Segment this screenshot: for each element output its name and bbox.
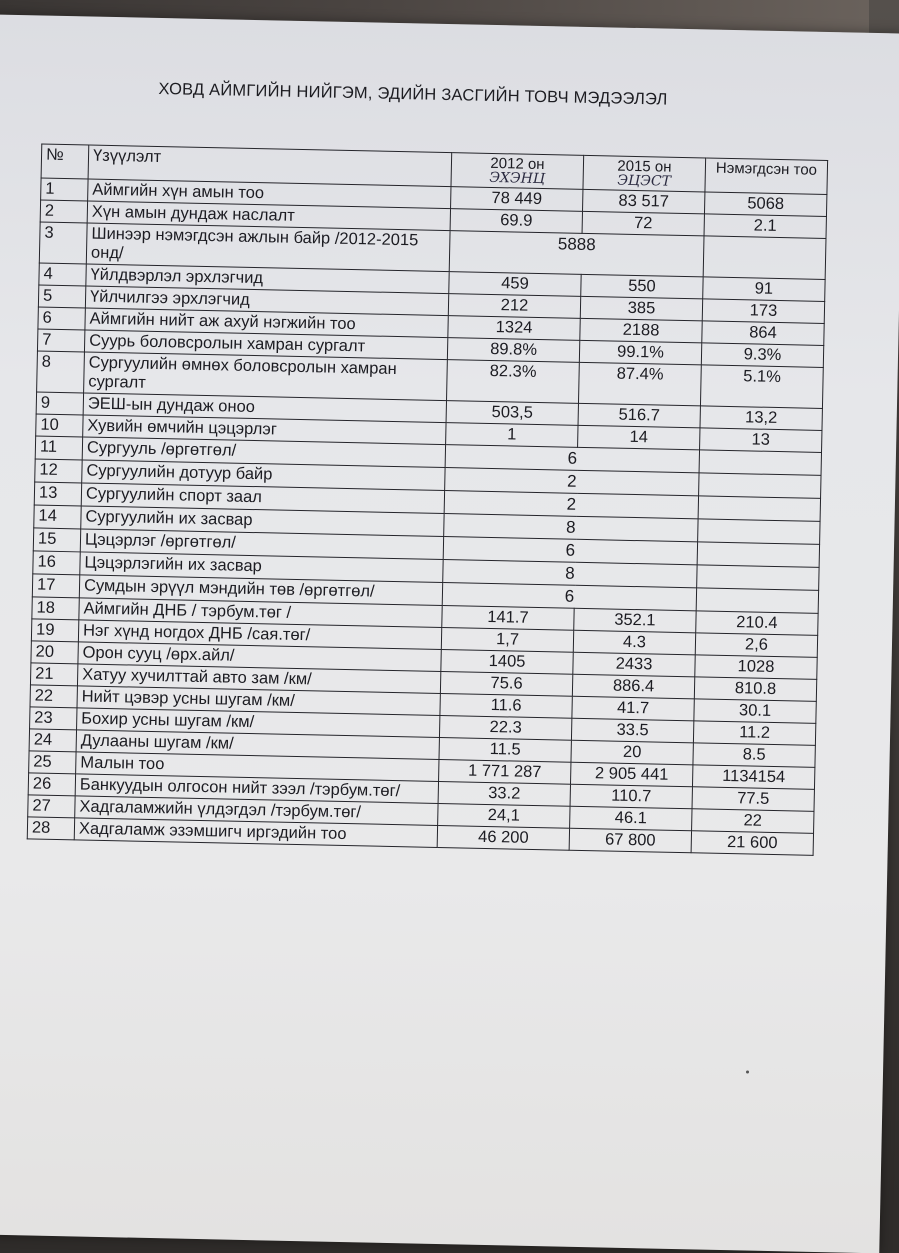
row-number: 6 (38, 307, 85, 330)
row-increase-empty (699, 473, 821, 499)
row-number: 8 (37, 351, 85, 393)
row-value-2012: 11.5 (439, 737, 571, 762)
row-increase: 810.8 (694, 677, 816, 702)
row-number: 14 (34, 505, 81, 529)
row-indicator: Суурь боловсролын хамран сургалт (84, 330, 447, 360)
statistics-table (27, 144, 828, 856)
row-value-2012: 82.3% (447, 360, 580, 404)
row-merged-value: 6 (445, 445, 699, 473)
header-2015-label: 2015 он (617, 157, 672, 176)
row-increase: 5.1% (700, 365, 823, 409)
row-number: 15 (33, 528, 80, 552)
row-increase: 2.1 (704, 214, 826, 239)
paper-speck (746, 1070, 749, 1073)
row-value-2012: 1,7 (441, 628, 573, 653)
row-value-2012: 212 (448, 294, 580, 319)
row-value-2015: 2188 (580, 318, 702, 343)
row-value-2012: 75.6 (440, 672, 572, 697)
row-indicator: Үйлчилгээ эрхлэгчид (85, 286, 448, 316)
row-value-2012: 503,5 (446, 401, 578, 426)
header-2015 (583, 155, 706, 192)
row-increase: 1028 (695, 655, 817, 680)
row-value-2015: 67 800 (569, 828, 691, 853)
row-value-2015: 110.7 (570, 784, 692, 809)
row-increase-empty (703, 236, 826, 280)
row-indicator: Банкуудын олгосон нийт зээл /тэрбум.төг/ (75, 774, 438, 804)
row-number: 17 (32, 574, 79, 598)
row-indicator: Аймгийн нийт аж ахуй нэгжийн тоо (85, 308, 448, 338)
row-value-2012: 11.6 (440, 693, 572, 718)
row-value-2012: 1405 (441, 650, 573, 675)
row-value-2015: 4.3 (573, 630, 695, 655)
row-number: 5 (38, 285, 85, 308)
row-increase-empty (697, 542, 819, 568)
row-value-2012: 46 200 (437, 825, 569, 850)
row-number: 28 (27, 817, 74, 840)
row-value-2015: 352.1 (574, 608, 696, 633)
row-number: 10 (36, 414, 83, 437)
row-increase-empty (698, 519, 820, 545)
row-indicator: Сургуулийн спорт заал (81, 483, 444, 514)
row-indicator: Дулааны шугам /км/ (76, 730, 439, 760)
row-increase: 864 (702, 321, 824, 346)
row-indicator: Нэг хүнд ногдох ДНБ /сая.төг/ (78, 620, 441, 650)
row-increase: 5068 (704, 192, 826, 217)
row-value-2012: 33.2 (438, 781, 570, 806)
row-increase: 30.1 (694, 699, 816, 724)
header-2012-label: 2012 он (490, 154, 545, 174)
row-number: 20 (31, 641, 78, 664)
row-indicator: Аймгийн хүн амын тоо (88, 179, 451, 209)
row-merged-value: 8 (443, 560, 697, 588)
header-increase: Нэмэгдсэн тоо (705, 158, 828, 195)
row-value-2012: 141.7 (442, 606, 574, 631)
row-indicator: Орон сууц /өрх.айл/ (78, 642, 441, 672)
document-page (0, 14, 899, 1253)
row-number: 22 (30, 685, 77, 708)
row-merged-value: 2 (444, 491, 698, 519)
row-indicator: Шинээр нэмэгдсэн ажлын байр /2012-2015 онд/ (86, 223, 450, 272)
row-increase-empty (699, 450, 821, 476)
row-value-2015: 83 517 (583, 189, 705, 214)
row-value-2012: 1 771 287 (439, 759, 571, 784)
row-merged-value: 5888 (449, 231, 704, 277)
row-number: 2 (40, 200, 87, 223)
row-value-2015: 385 (580, 296, 702, 321)
row-merged-value: 2 (445, 468, 699, 496)
row-indicator: Бохир усны шугам /км/ (77, 708, 440, 738)
header-2012 (451, 153, 584, 190)
row-increase: 13,2 (700, 406, 822, 431)
row-merged-value: 8 (444, 514, 698, 542)
row-value-2015: 2 905 441 (571, 762, 693, 787)
row-value-2015: 72 (582, 211, 704, 236)
row-number: 21 (30, 663, 77, 686)
row-indicator: Цэцэрлэг /өргөтгөл/ (80, 529, 443, 560)
row-indicator: Сургуулийн өмнөх боловсролын хамран сургалт (84, 352, 448, 401)
row-increase: 8.5 (693, 743, 815, 768)
row-indicator: Сургууль /өргөтгөл/ (82, 437, 445, 468)
row-value-2012: 69.9 (450, 209, 582, 234)
row-value-2012: 78 449 (451, 187, 583, 212)
row-indicator: Аймгийн ДНБ / тэрбум.төг / (79, 598, 442, 628)
row-value-2015: 41.7 (572, 696, 694, 721)
row-increase-empty (697, 565, 819, 591)
row-indicator: Нийт цэвэр усны шугам /км/ (77, 686, 440, 716)
row-increase: 77.5 (692, 787, 814, 812)
row-value-2012: 89.8% (447, 338, 579, 363)
row-value-2015: 46.1 (570, 806, 692, 831)
row-value-2015: 550 (581, 274, 703, 299)
row-increase: 13 (700, 428, 822, 453)
row-increase: 210.4 (696, 611, 818, 636)
row-indicator: Сургуулийн их засвар (81, 506, 444, 537)
row-value-2015: 87.4% (578, 362, 701, 406)
row-number: 13 (34, 482, 81, 506)
row-value-2015: 33.5 (571, 718, 693, 743)
header-indicator: Үзүүлэлт (88, 145, 452, 187)
row-value-2015: 20 (571, 740, 693, 765)
row-indicator: Цэцэрлэгийн их засвар (80, 552, 443, 583)
row-number: 9 (36, 392, 83, 415)
row-indicator: Сургуулийн дотуур байр (82, 460, 445, 491)
row-number: 3 (39, 222, 87, 264)
row-increase: 22 (692, 809, 814, 834)
row-value-2012: 22.3 (439, 715, 571, 740)
row-value-2015: 2433 (573, 652, 695, 677)
row-increase-empty (698, 496, 820, 522)
row-number: 23 (30, 707, 77, 730)
row-value-2015: 99.1% (579, 340, 701, 365)
row-number: 18 (32, 597, 79, 620)
row-value-2012: 1 (446, 423, 578, 448)
row-indicator: Хувийн өмчийн цэцэрлэг (83, 415, 446, 445)
row-increase: 1134154 (692, 765, 814, 790)
row-indicator: Хүн амын дундаж наслалт (87, 201, 450, 231)
row-increase: 91 (703, 277, 825, 302)
row-number: 11 (35, 436, 82, 460)
row-number: 4 (39, 263, 86, 286)
row-number: 16 (33, 551, 80, 575)
row-value-2015: 14 (578, 425, 700, 450)
row-increase: 11.2 (693, 721, 815, 746)
row-number: 12 (35, 459, 82, 483)
row-number: 7 (37, 329, 84, 352)
header-2012-handwritten: ЭХЭНЦ (489, 169, 546, 188)
row-value-2015: 516.7 (578, 403, 700, 428)
row-value-2012: 459 (449, 272, 581, 297)
row-increase-empty (696, 588, 818, 614)
row-increase: 21 600 (691, 831, 813, 856)
row-indicator: ЭЕШ-ын дундаж оноо (83, 393, 446, 423)
row-value-2015: 886.4 (572, 674, 694, 699)
row-number: 1 (41, 178, 88, 201)
row-number: 27 (28, 795, 75, 818)
row-value-2012: 1324 (448, 316, 580, 341)
row-merged-value: 6 (442, 583, 696, 611)
row-indicator: Хатуу хучилттай авто зам /км/ (77, 664, 440, 694)
row-indicator: Сумдын эрүүл мэндийн төв /өргөтгөл/ (79, 575, 442, 606)
row-number: 26 (28, 773, 75, 796)
row-indicator: Хадгаламжийн үлдэгдэл /тэрбум.төг/ (75, 796, 438, 826)
row-increase: 2,6 (695, 633, 817, 658)
row-merged-value: 6 (443, 537, 697, 565)
row-number: 25 (29, 751, 76, 774)
header-2015-handwritten: ЭЦЭСТ (617, 172, 672, 190)
table-body (27, 178, 827, 855)
row-indicator: Хадгаламж эзэмшигч иргэдийн тоо (74, 818, 437, 848)
row-value-2012: 24,1 (438, 803, 570, 828)
row-indicator: Үйлдвэрлэл эрхлэгчид (86, 264, 449, 294)
row-indicator: Малын тоо (76, 752, 439, 782)
row-number: 19 (31, 619, 78, 642)
row-number: 24 (29, 729, 76, 752)
row-increase: 9.3% (701, 343, 823, 368)
document-title: ХОВД АЙМГИЙН НИЙГЭМ, ЭДИЙН ЗАСГИЙН ТОВЧ МЭДЭЭЛЭЛ (158, 79, 668, 109)
header-number: № (41, 144, 89, 179)
row-increase: 173 (702, 299, 824, 324)
